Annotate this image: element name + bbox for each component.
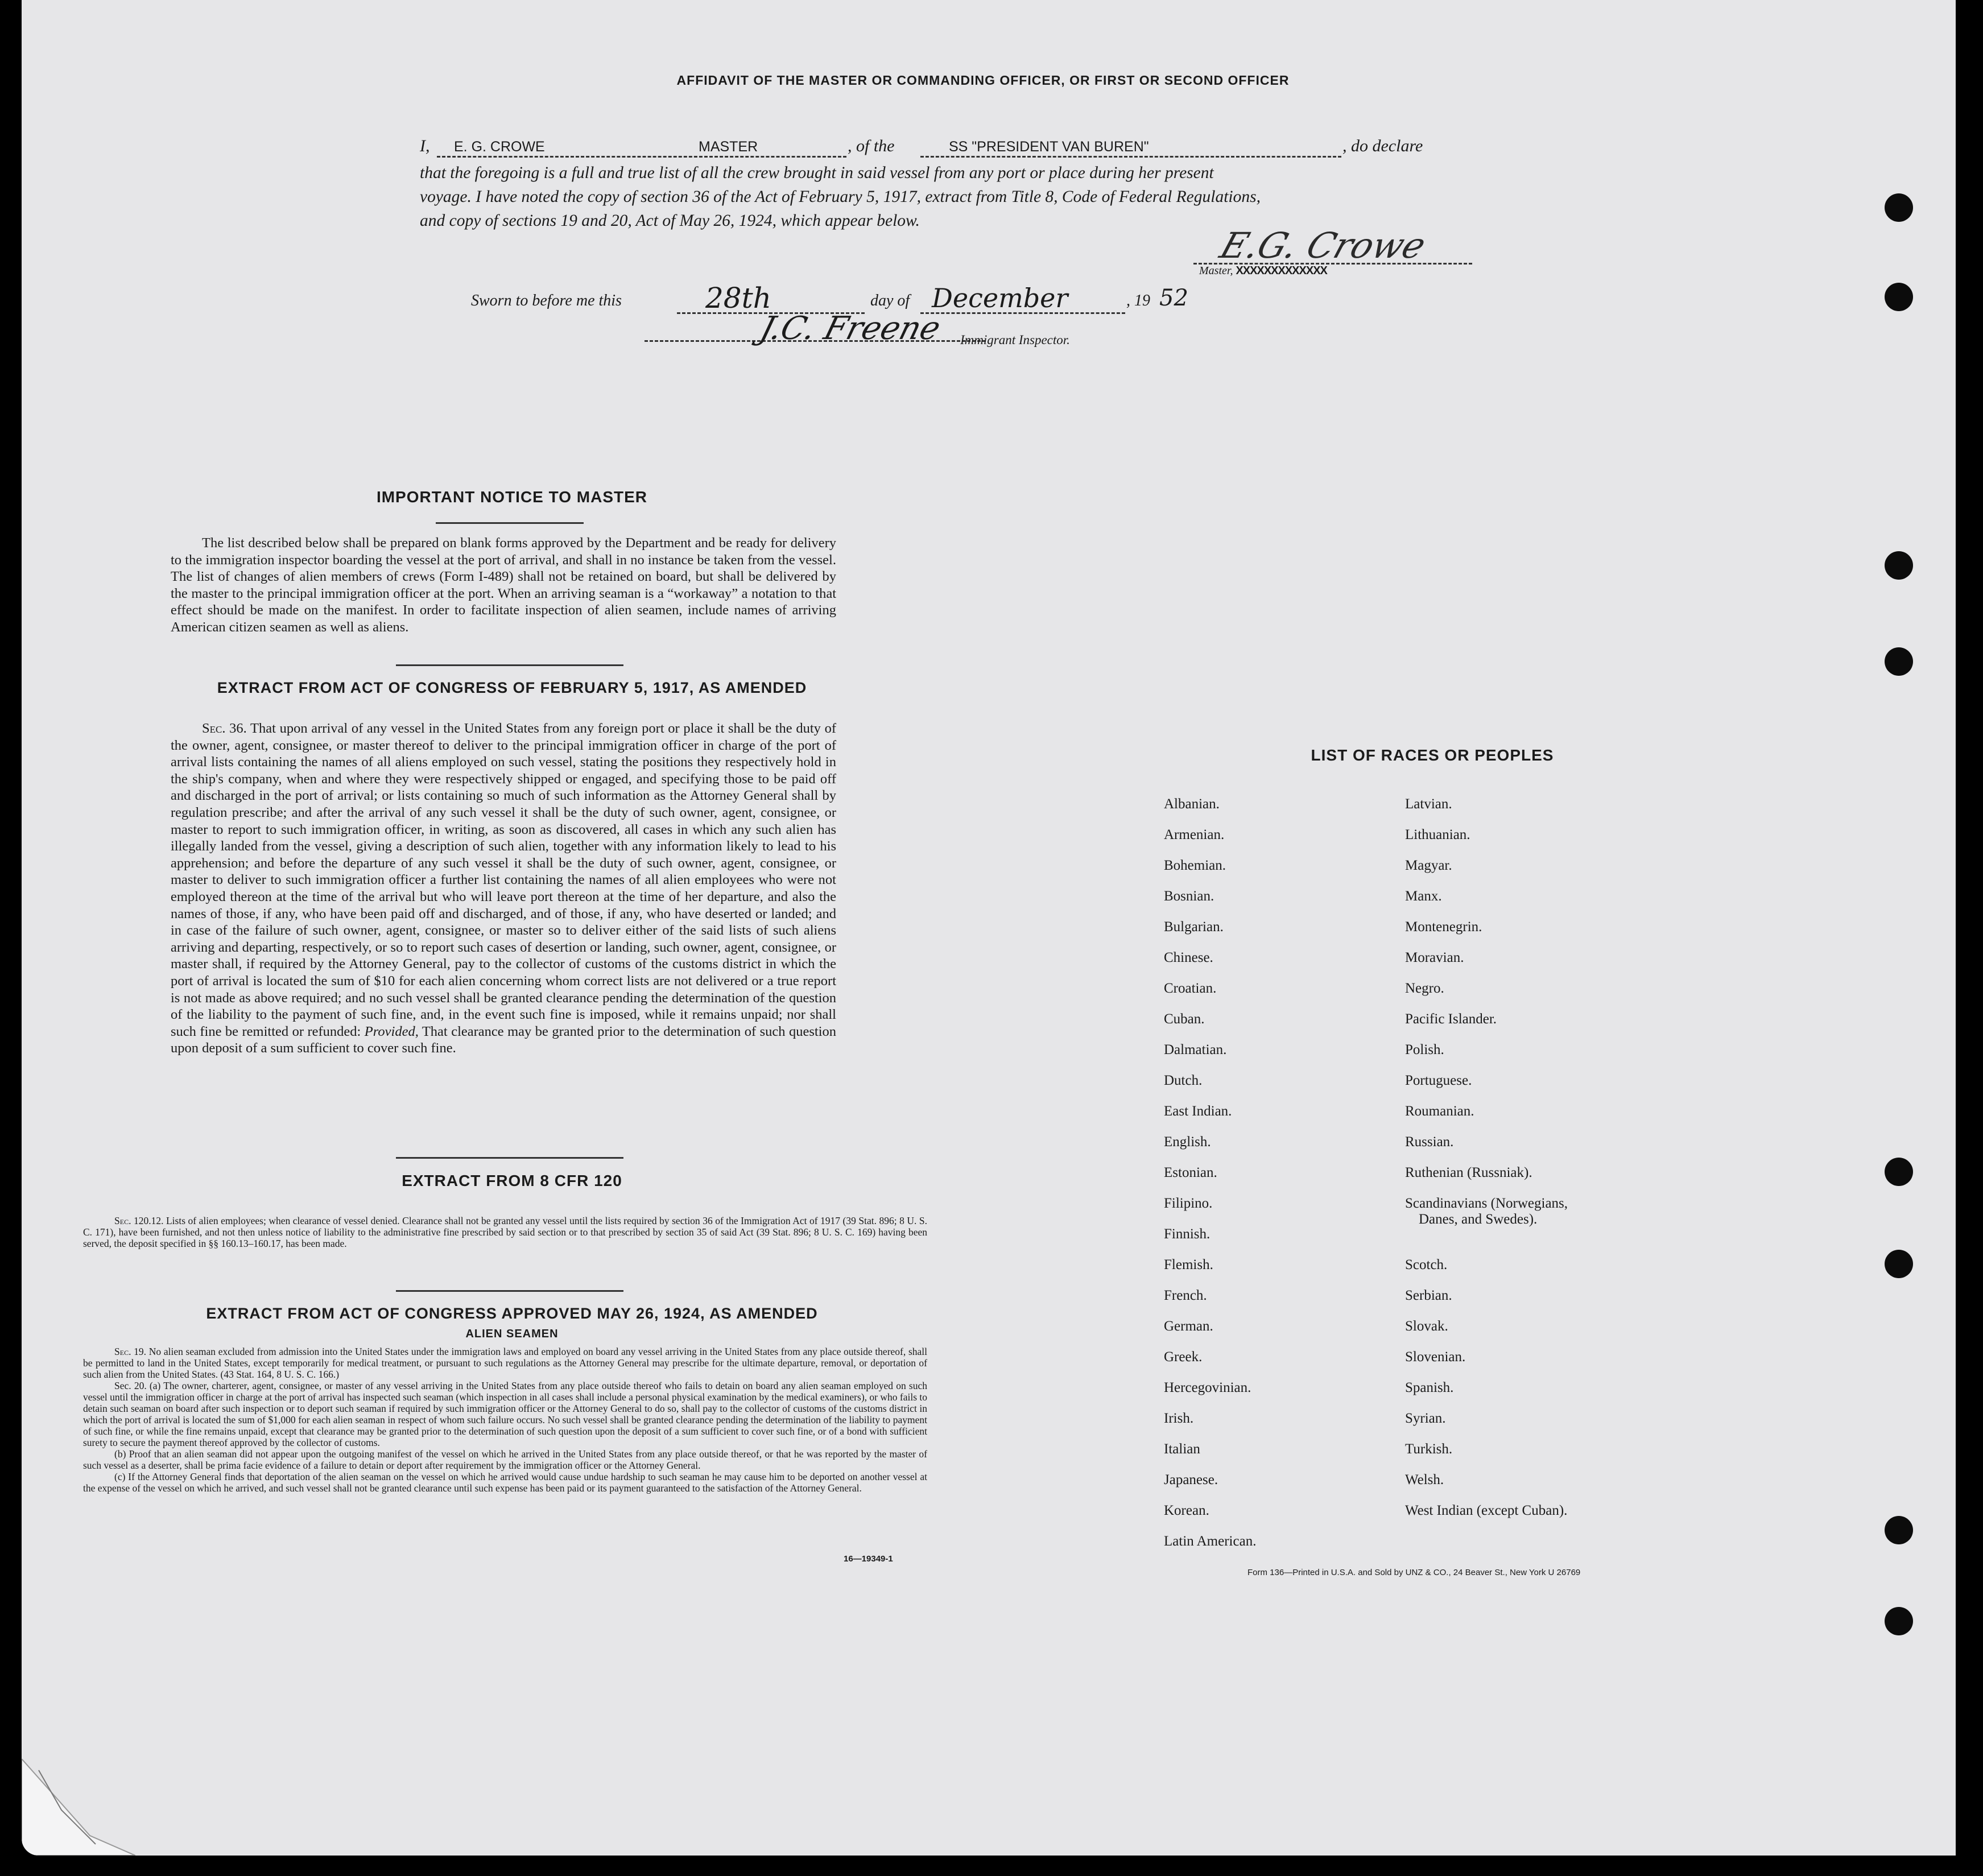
- race-item: Albanian.: [1164, 796, 1220, 812]
- race-item: Finnish.: [1164, 1226, 1211, 1242]
- race-item: Danes, and Swedes).: [1419, 1212, 1538, 1227]
- cfr-rule: [396, 1290, 623, 1292]
- cfr-heading: EXTRACT FROM 8 CFR 120: [402, 1172, 622, 1189]
- race-item: Slovak.: [1405, 1319, 1448, 1334]
- race-item: German.: [1164, 1319, 1213, 1334]
- year-prefix: , 19: [1126, 292, 1150, 309]
- vessel-name: SS "PRESIDENT VAN BUREN": [949, 139, 1149, 155]
- race-item: Estonian.: [1164, 1165, 1217, 1180]
- sworn-day: 28th: [705, 282, 771, 315]
- sec-120-label: Sec. 120.12.: [114, 1215, 164, 1226]
- form-footer: Form 136—Printed in U.S.A. and Sold by UNZ & CO., 24 Beaver St., New York U 26769: [1247, 1568, 1581, 1577]
- affidavit-text: [420, 161, 1535, 233]
- race-item: Welsh.: [1405, 1472, 1444, 1487]
- race-item: English.: [1164, 1134, 1211, 1150]
- master-rank: MASTER: [699, 139, 758, 155]
- race-item: Lithuanian.: [1405, 827, 1470, 842]
- extract-1917-heading: EXTRACT FROM ACT OF CONGRESS OF FEBRUARY 5, 1917, AS AMENDED: [217, 679, 807, 696]
- provided-word: Provided,: [364, 1023, 419, 1039]
- race-item: Spanish.: [1405, 1380, 1454, 1395]
- document-page: [22, 0, 1956, 1856]
- master-title-line: [1199, 265, 1327, 278]
- master-signature: E.G. Crowe: [1215, 225, 1431, 266]
- race-item: Italian: [1164, 1441, 1200, 1457]
- extract-1917-rule: [396, 1157, 623, 1159]
- race-item: Croatian.: [1164, 981, 1217, 996]
- sec-19-text: No alien seaman excluded from admission into the United States under the immigration laws and employed on board any vessel arriving in the United States from any place outside thereof, shall be permitted to land in the United States, except temporarily for medical treatment, or pursuant to such regulations as the Attorney General may prescribe for the ultimate departure, removal, or deportation of such alien from the United States. (43 Stat. 164, 8 U. S. C. 166.): [83, 1346, 928, 1380]
- sec-36-text-end: That clearance may be granted prior to the determination of such question upon deposit of a sum sufficient to cover such fine.: [171, 1023, 837, 1056]
- race-item: Japanese.: [1164, 1472, 1218, 1487]
- race-item: Turkish.: [1405, 1441, 1453, 1457]
- race-item: Pacific Islander.: [1405, 1011, 1497, 1027]
- race-item: Bosnian.: [1164, 889, 1214, 904]
- race-item: Dutch.: [1164, 1073, 1203, 1088]
- race-item: Negro.: [1405, 981, 1444, 996]
- master-name: E. G. CROWE: [454, 139, 545, 155]
- race-item: Armenian.: [1164, 827, 1225, 842]
- race-item: Latin American.: [1164, 1534, 1257, 1549]
- race-item: Portuguese.: [1405, 1073, 1472, 1088]
- race-item: Moravian.: [1405, 950, 1464, 965]
- races-left-column: [1164, 796, 1380, 1564]
- binder-hole-8: [1885, 1607, 1913, 1635]
- affidavit-declaration-line: [420, 137, 1529, 159]
- sec-20c: (c) If the Attorney General finds that deportation of the alien seaman on the vessel on which he arrived would cause undue hardship to such seaman he may cause him to be deported on another vessel at the expense of the vessel on which he arrived, and such vessel shall not be granted clearance until such expense has been paid or its payment guaranteed to the satisfaction of the Attorney General.: [83, 1471, 927, 1494]
- do-declare-label: , do declare: [1342, 137, 1423, 155]
- year-suffix: 52: [1159, 285, 1188, 311]
- folded-corner: [22, 1759, 135, 1856]
- race-item: West Indian (except Cuban).: [1405, 1503, 1568, 1518]
- vessel-field: [920, 139, 1341, 158]
- affidavit-line-1: that the foregoing is a full and true list of all the crew brought in said vessel from any port or place during her present: [420, 164, 1214, 182]
- binder-hole-4: [1885, 647, 1913, 676]
- sec-120-text: Lists of alien employees; when clearance of vessel denied. Clearance shall not be granted any vessel until the lists required by section 36 of the Immigration Act of 1917 (39 Stat. 896; 8 U. S. C. 171), have been furnished, and not then unless notice of liability to the administrative fine prescribed by said section or to that prescribed by section 35 of said Act (39 Stat. 896; 8 U. S. C. 169) having been served, the deposit specified in §§ 160.13–160.17, has been made.: [83, 1215, 928, 1249]
- affidavit-line-3: and copy of sections 19 and 20, Act of May 26, 1924, which appear below.: [420, 212, 920, 230]
- race-item: Bohemian.: [1164, 858, 1226, 873]
- master-struck-title: XXXXXXXXXXXXX: [1236, 265, 1327, 277]
- race-item: Chinese.: [1164, 950, 1213, 965]
- master-label: Master,: [1199, 265, 1233, 277]
- race-item: Serbian.: [1405, 1288, 1452, 1303]
- sworn-label: Sworn to before me this: [471, 292, 622, 309]
- race-item: Irish.: [1164, 1411, 1194, 1426]
- sec-36-text: That upon arrival of any vessel in the United States from any foreign port or place it shall be the duty of the owner, agent, consignee, or master thereof to deliver to the principal immigration officer in charge of the port of arrival lists containing the names of all aliens employed on such vessel, stating the positions they respectively hold in the ship's company, when and where they were respectively shipped or engaged, and specifying those to be paid off and discharged in the port of arrival; or lists containing so much of such information as the Attorney General shall by regulation prescribe; and after the arrival of any such vessel it shall be the duty of such owner, agent, consignee, or master to report to such immigration officer, in writing, as soon as discovered, all cases in which any such alien has illegally landed from the vessel, giving a description of such alien, together with any information likely to lead to his apprehension; and before the departure of any such vessel it shall be the duty of such owner, agent, consignee, or master to deliver to such immigration officer a further list containing the names of all alien employees who were not employed thereon at the time of the arrival but who will leave port thereon at the time of her departure, and also the names of those, if any, who have been paid off and discharged, and of those, if any, who have deserted or landed; and in case of the failure of such owner, agent, consignee, or master so to deliver either of the said lists of such aliens arriving and departing, respectively, or so to report such cases of desertion or landing, such owner, agent, consignee, or master shall, if required by the Attorney General, pay to the collector of customs of the customs district in which the port of arrival is located the sum of $10 for each alien concerning whom correct lists are not delivered or a true report is not made as above required; and no such vessel shall be granted clearance pending the determination of the question of the liability to the payment of such fine, and, in the event such fine is imposed, while it remains unpaid; nor shall such fine be remitted or refunded:: [171, 721, 836, 1039]
- race-item: Polish.: [1405, 1042, 1444, 1057]
- sec-36-label: Sec. 36.: [202, 721, 247, 736]
- affidavit-heading: AFFIDAVIT OF THE MASTER OR COMMANDING OFFICER, OR FIRST OR SECOND OFFICER: [676, 73, 1290, 88]
- sworn-month: December: [932, 283, 1068, 313]
- i-label: I,: [420, 137, 430, 155]
- races-heading: LIST OF RACES OR PEOPLES: [1311, 746, 1554, 764]
- notice-heading: IMPORTANT NOTICE TO MASTER: [376, 488, 648, 506]
- race-item: Hercegovinian.: [1164, 1380, 1251, 1395]
- race-item: Filipino.: [1164, 1196, 1213, 1211]
- race-item: Slovenian.: [1405, 1349, 1466, 1365]
- of-the-label: , of the: [848, 137, 895, 155]
- sec-19-label: Sec. 19.: [114, 1346, 147, 1357]
- sec-20b: (b) Proof that an alien seaman did not appear upon the outgoing manifest of the vessel on which he arrived in the United States from any place outside thereof, or that he was reported by the master of such vessel as a deserter, shall be prima facie evidence of a failure to detain or deport after requirement by the immigration officer or the Attorney General.: [83, 1448, 927, 1471]
- binder-hole-7: [1885, 1516, 1913, 1544]
- race-item: Montenegrin.: [1405, 919, 1482, 935]
- notice-body: The list described below shall be prepared on blank forms approved by the Department and be ready for delivery to the immigration inspector boarding the vessel at the port of arrival, and shall in no instance be taken from the vessel. The list of changes of alien members of crews (Form I-489) shall not be retained on board, but shall be delivered by the master to the principal immigration officer at the port. When an arriving seaman is a “workaway” a notation to that effect should be made on the manifest. In order to facilitate inspection of alien seamen, include names of arriving American citizen seamen as well as aliens.: [171, 535, 836, 635]
- race-item: Greek.: [1164, 1349, 1203, 1365]
- race-item: Ruthenian (Russniak).: [1405, 1165, 1532, 1180]
- race-item: French.: [1164, 1288, 1207, 1303]
- affidavit-line-2: voyage. I have noted the copy of section 36 of the Act of February 5, 1917, extract from Title 8, Code of Federal Regulations,: [420, 188, 1261, 206]
- notice-bottom-rule: [396, 664, 623, 666]
- binder-hole-1: [1885, 193, 1913, 222]
- sworn-month-field: [920, 283, 1125, 314]
- race-item: Flemish.: [1164, 1257, 1213, 1272]
- sec-20a: Sec. 20. (a) The owner, charterer, agent, consignee, or master of any vessel arriving in the United States from any place outside thereof who fails to detain on board any alien seaman employed on such vessel until the immigration officer in charge at the port of arrival has inspected such seaman (which inspection in all cases shall include a personal physical examination by the medical examiners), or who fails to detain such seaman on board after such inspection or to deport such seaman if required by such immigration officer or the Attorney General to do so, shall pay to the collector of customs of the customs district in which the port of arrival is located the sum of $1,000 for each alien seaman in respect of whom such failure occurs. No such vessel shall be granted clearance pending the determination of the liability to payment of such fine, or while the fine remains unpaid, except that clearance may be granted prior to the determination of such question upon the deposit of a sum sufficient to cover such fine, or of a bond with sufficient surety to secure the payment thereof approved by the collector of customs.: [83, 1380, 927, 1448]
- inspector-signature: J.C. Freene: [756, 310, 945, 347]
- binder-hole-2: [1885, 283, 1913, 311]
- print-code: 16—19349-1: [844, 1554, 893, 1564]
- extract-1917-body: [171, 720, 836, 1057]
- race-item: Korean.: [1164, 1503, 1209, 1518]
- race-item: Dalmatian.: [1164, 1042, 1227, 1057]
- race-item: Scandinavians (Norwegians,: [1405, 1196, 1568, 1211]
- race-item: Manx.: [1405, 889, 1442, 904]
- race-item: Bulgarian.: [1164, 919, 1224, 935]
- race-item: Syrian.: [1405, 1411, 1446, 1426]
- name-field: [437, 139, 846, 158]
- race-item: Latvian.: [1405, 796, 1452, 812]
- sec-19: [83, 1346, 927, 1380]
- race-item: Magyar.: [1405, 858, 1452, 873]
- extract-1924-heading: EXTRACT FROM ACT OF CONGRESS APPROVED MAY 26, 1924, AS AMENDED: [206, 1305, 818, 1322]
- race-item: Cuban.: [1164, 1011, 1205, 1027]
- extract-1924-body: [83, 1346, 927, 1494]
- race-item: Roumanian.: [1405, 1104, 1474, 1119]
- binder-hole-6: [1885, 1250, 1913, 1278]
- day-of-label: day of: [870, 292, 910, 309]
- race-item: Scotch.: [1405, 1257, 1448, 1272]
- inspector-label: Immigrant Inspector.: [960, 333, 1070, 347]
- binder-hole-5: [1885, 1158, 1913, 1186]
- race-item: Russian.: [1405, 1134, 1454, 1150]
- cfr-body: [83, 1215, 927, 1249]
- notice-rule: [436, 522, 584, 524]
- binder-hole-3: [1885, 551, 1913, 580]
- race-item: East Indian.: [1164, 1104, 1232, 1119]
- alien-seamen-subheading: ALIEN SEAMEN: [465, 1328, 559, 1340]
- races-right-column: [1405, 796, 1667, 1534]
